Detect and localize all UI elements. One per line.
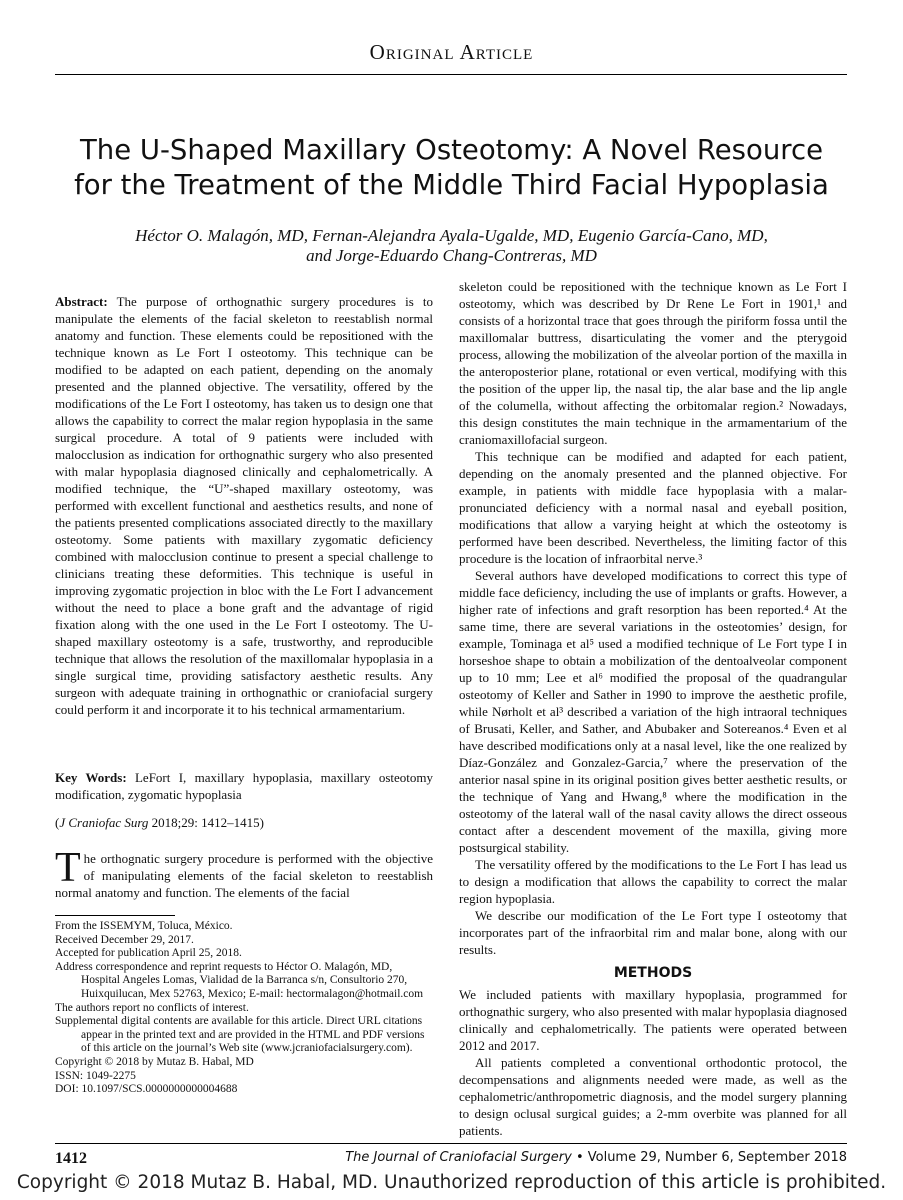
title-line-1: The U-Shaped Maxillary Osteotomy: A Novel Resource	[79, 134, 823, 166]
right-paragraph-4: The versatility offered by the modifications to the Le Fort I has lead us to design a modification that allows the capability to correct the malar region hypoplasia.	[459, 857, 847, 906]
right-column-intro	[459, 278, 847, 958]
right-paragraph-3: Several authors have developed modifications to correct this type of middle face deficiency, including the use of implants or grafts. However, a higher rate of infections and graft resorption has been reported.⁴ At the same time, there are several variations in the osteotomies’ design, for example, Tominaga et al⁵ used a modified technique of Le Fort type I in horseshoe shape to obtain a mobilization of the dentoalveolar component up to 10 mm; Lee et al⁶ modified the proposal of the quadrangular osteotomy of Keller and Sather in 1990 to improve the aesthetic profile, while Nørholt et al³ described a variation of the high intraoral techniques of Brusati, Keller, and Sather, and Abubaker and Sotereanos.⁴ Even et al have described modifications only at a nasal level, like the one realized by Díaz-González and Gonzalez-Garcia,⁷ where the preservation of the anterior nasal spine in its original position gives better aesthetic results, or the technique of Yang and Hwang,⁸ where the modification in the osteotomy of the lateral wall of the nasal cavity allows the direct osseous contact after a descendent movement of the maxilla, giving more postsurgical stability.	[459, 568, 847, 855]
authors-line-1: Héctor O. Malagón, MD, Fernan-Alejandra Ayala-Ugalde, MD, Eugenio García-Cano, MD,	[135, 226, 768, 245]
methods-section	[459, 986, 847, 1139]
article-title	[40, 133, 863, 203]
author-list	[40, 226, 863, 266]
right-paragraph-1: skeleton could be repositioned with the technique known as Le Fort I osteotomy, which was described by Dr Rene Le Fort in 1901,¹ and consists of a horizontal trace that goes through the piriform fossa until the maxillomalar buttress, disarticulating the vomer and the pterygoid process, allowing the mobilization of the alveolar portion of the maxilla in the anteroposterior plane, rotational or even vertical, modifying with this the position of the upper lip, the nasal tip, the alar base and the lip angle of the columella, without affecting the orbitomalar region.² Nowadays, this design constitutes the main technique in the armamentarium of the craniomaxillofacial surgeon.	[459, 279, 847, 447]
keywords	[55, 769, 433, 803]
title-line-2: for the Treatment of the Middle Third Facial Hypoplasia	[74, 169, 829, 201]
right-paragraph-5: We describe our modification of the Le Fort type I osteotomy that incorporates part of the infraorbital rim and malar bone, along with our results.	[459, 908, 847, 957]
abstract-text: The purpose of orthognathic surgery procedures is to manipulate the elements of the facial skeleton to reestablish normal anatomy and function. These elements could be repositioned with the technique known as Le Fort I osteotomy. This technique can be modified to be adapted on each patient, depending on the anomaly presented and the planned objective. The versatility, offered by the modifications of the Le Fort I osteotomy, has taken us to design one that allows the capability to correct the malar region hypoplasia in the same surgical procedure. A total of 9 patients were included with malocclusion as indication for orthognathic surgery who also presented with malar hypoplasia diagnosed clinically and cephalometrically. A modified technique, the “U”-shaped maxillary osteotomy, was performed with excellent functional and aesthetics results, and none of the patients presented complications associated directly to the maxillary osteotomy. Some patients with maxillary zygomatic deficiency combined with malocclusion continue to present a special challenge to clinicians treating these deformities. This technique is useful in improving zygomatic projection in bloc with the Le Fort I advancement without the need to place a bone graft and the advantage of rigid fixation along with the one used in the Le Fort I osteotomy. The U-shaped maxillary osteotomy is a safe, trustworthy, and reproducible technique that allows the resolution of the maxillomalar hypoplasia in a single surgical time, providing satisfactory aesthetic results. Any surgeon with adequate training in orthognathic or craniofacial surgery could perform it and incorporate it to his technical armamentarium.	[55, 294, 433, 717]
citation: (J Craniofac Surg 2018;29: 1412–1415)	[55, 815, 264, 830]
note-supplemental: Supplemental digital contents are available for this article. Direct URL citations appear in the printed text and are provided in the HTML and PDF versions of this article on the journal’s Web site (www.jcraniofacialsurgery.com).	[55, 1015, 425, 1055]
intro-paragraph	[55, 845, 433, 901]
citation-rest: 2018;29: 1412–1415)	[148, 815, 264, 830]
header-rule	[55, 74, 847, 75]
note-issn: ISSN: 1049-2275	[55, 1069, 136, 1082]
note-accepted: Accepted for publication April 25, 2018.	[55, 947, 242, 960]
journal-issue: • Volume 29, Number 6, September 2018	[571, 1150, 847, 1165]
abstract-label: Abstract:	[55, 294, 108, 309]
page-number: 1412	[55, 1150, 87, 1167]
note-conflicts: The authors report no conflicts of interest.	[55, 1001, 249, 1014]
methods-paragraph-2: All patients completed a conventional orthodontic protocol, the decompensations and alignments needed were made, as well as the cephalometric/anthropometric diagnosis, and the model surgery planning to design oclusal surgical guides; a 2-mm overbite was planned for all patients.	[459, 1055, 847, 1138]
keywords-label: Key Words:	[55, 770, 127, 785]
note-received: Received December 29, 2017.	[55, 933, 194, 946]
abstract	[55, 293, 433, 718]
note-copyright: Copyright © 2018 by Mutaz B. Habal, MD	[55, 1055, 254, 1068]
copyright-notice: Copyright © 2018 Mutaz B. Habal, MD. Unauthorized reproduction of this article is prohibited.	[16, 1172, 887, 1193]
methods-paragraph-1: We included patients with maxillary hypoplasia, programmed for orthognathic surgery, who also presented with malar hypoplasia diagnosed clinically and cephalometrically. The patients were operated between 2012 and 2017.	[459, 987, 847, 1053]
authors-line-2: and Jorge-Eduardo Chang-Contreras, MD	[306, 246, 597, 265]
right-paragraph-2: This technique can be modified and adapted for each patient, depending on the anomaly presented and the planned objective. For example, in patients with middle face hypoplasia with a malar-pronunciated deficiency with a normal nasal and eyeball position, modifications that allow a varying height at which the osteotomy is performed have been described. Nevertheless, the limiting factor of this procedure is the location of infraorbital nerve.³	[459, 449, 847, 566]
journal-running-footer	[345, 1150, 847, 1165]
citation-journal: J Craniofac Surg	[59, 815, 149, 830]
journal-name: The Journal of Craniofacial Surgery	[345, 1150, 572, 1165]
keywords-text: LeFort I, maxillary hypoplasia, maxillary osteotomy modification, zygomatic hypoplasia	[55, 770, 433, 802]
intro-text: he orthognatic surgery procedure is performed with the objective of manipulating elements of the facial skeleton to reestablish normal anatomy and function. The elements of the facial	[55, 851, 433, 900]
drop-cap: T	[55, 845, 81, 891]
note-affiliation: From the ISSEMYM, Toluca, México.	[55, 920, 233, 932]
footnote-rule	[55, 915, 175, 916]
note-correspondence: Address correspondence and reprint requests to Héctor O. Malagón, MD, Hospital Angeles Lomas, Vialidad de la Barranca s/n, Consultorio 270, Huixquilucan, Mex 52763, Mexico; E-mail: hectormalagon@hotmail.com	[55, 960, 424, 1000]
note-doi: DOI: 10.1097/SCS.0000000000004688	[55, 1083, 238, 1096]
article-notes	[55, 920, 433, 1097]
section-kicker: Original Article	[369, 40, 534, 64]
methods-heading: METHODS	[613, 965, 693, 981]
footer-rule	[55, 1143, 847, 1144]
